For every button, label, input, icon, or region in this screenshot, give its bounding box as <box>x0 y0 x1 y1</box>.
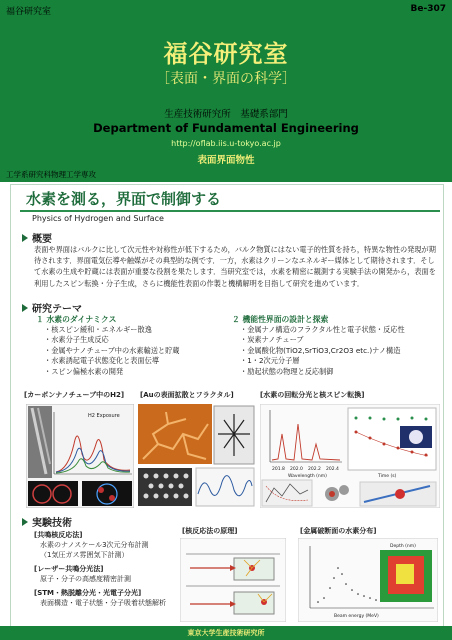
list-item: ・金属やナノチューブ中の水素輸送と貯蔵 <box>44 345 180 355</box>
poster-code: Be-307 <box>410 4 446 14</box>
footer-bar: 東京大学生産技術研究所 <box>0 626 452 640</box>
technique-title: [共鳴核反応法] <box>34 531 83 539</box>
fig-nra <box>180 538 286 622</box>
technique-line: （1気圧ガス雰囲気下計測） <box>40 551 129 559</box>
fig-hydrogen-map-caption: [金属破断面の水素分布] <box>300 527 377 535</box>
fig-spectroscopy-caption: [水素の回転分光と核スピン転換] <box>260 391 365 399</box>
fig-cnt-graphic <box>26 404 134 508</box>
fig-hydrogen-map-graphic <box>298 538 438 622</box>
list-item: ・水素誘起電子状態変化と表面伝導 <box>44 356 160 366</box>
fig-au <box>138 404 256 508</box>
overview-text: 表面や界面はバルクに比して次元性や対称性が低下するため，バルク物質にはない電子的性質を持ち，特異な物性の発現が期待されます．界面電気伝導や触媒がその典型的な例です．一方，水素はクリーンなエネルギー媒体として期待されます．そして水素の生成や貯蔵には表面が重要な役割を果たします．当研究室では，水素を精密に観測する実験手法の開発から，表面を利用したスピン転換・分子生成，さらに機能性表面の作製と機構解明を目指して研究を進めています． <box>34 245 436 288</box>
main-title: 水素を測る，界面で制御する <box>26 190 222 208</box>
fig-spectroscopy-graphic <box>260 404 440 508</box>
list-item: ・核スピン緩和・エネルギー散逸 <box>44 325 152 334</box>
fig-spectroscopy-tick: 202.4 <box>326 467 339 472</box>
institute-name: 生産技術研究所 基礎系部門 <box>164 109 288 120</box>
technique-line: 表面構造・電子状態・分子吸着状態解析 <box>40 599 166 607</box>
fig-spectroscopy-time-label: Time (s) <box>378 474 397 479</box>
list-item: ・金属ナノ構造のフラクタル性と電子状態・反応性 <box>240 325 405 334</box>
fig-spectroscopy-tick: 201.8 <box>272 467 285 472</box>
lab-subtitle: ［表面・界面の科学］ <box>156 71 296 87</box>
fig-cnt <box>26 404 134 508</box>
fig-spectroscopy-tick: 202.0 <box>290 467 303 472</box>
fig-nra-graphic <box>180 538 286 622</box>
list-item: ・励起状態の物理と反応制御 <box>240 366 334 376</box>
fig-au-graphic <box>138 404 256 508</box>
technique-title: [レーザー共鳴分光法] <box>34 565 104 573</box>
theme-1-list <box>44 325 180 377</box>
lab-short-name: 福谷研究室 <box>6 7 52 17</box>
fig-hydrogen-map <box>298 538 438 622</box>
technique-title: [STM・熱脱離分光・光電子分光] <box>34 589 142 597</box>
lab-url[interactable]: http://oflab.iis.u-tokyo.ac.jp <box>171 139 281 148</box>
fig-cnt-axis-label: H2 Exposure <box>88 413 120 419</box>
list-item: ・水素分子生成反応 <box>44 335 109 345</box>
fig-au-caption: [Auの表面拡散とフラクタル] <box>140 391 234 399</box>
triangle-bullet-icon <box>22 518 28 526</box>
fig-hydrogen-map-xlabel: Beam energy (MeV) <box>334 614 379 619</box>
list-item: ・金属酸化物(TiO2,SrTiO3,Cr2O3 etc.)ナノ構造 <box>240 345 401 355</box>
department-name: Department of Fundamental Engineering <box>93 121 359 135</box>
lab-title: 福谷研究室 <box>163 40 289 68</box>
technique-list <box>34 530 174 608</box>
list-item: ・1・2次元分子層 <box>240 356 300 366</box>
theme-1-title: １ 水素のダイナミクス <box>36 315 117 324</box>
research-field: 表面界面物性 <box>197 155 255 166</box>
fig-hydrogen-map-ylabel: Depth (nm) <box>390 544 416 549</box>
triangle-bullet-icon <box>22 304 28 312</box>
graduate-school: 工学系研究科物理工学専攻 <box>6 170 96 179</box>
themes-heading: 研究テーマ <box>22 300 82 315</box>
title-divider <box>20 210 440 212</box>
fig-spectroscopy-xlabel: Wavelength (nm) <box>288 474 327 479</box>
fig-cnt-caption: [カーボンナノチューブ中のH2] <box>24 391 125 399</box>
english-title: Physics of Hydrogen and Surface <box>32 214 164 223</box>
overview-heading: 概要 <box>22 230 52 245</box>
techniques-heading: 実験技術 <box>22 514 72 529</box>
technique-line: 原子・分子の高感度精密計測 <box>40 575 131 583</box>
list-item: ・炭素ナノチューブ <box>240 335 304 345</box>
technique-line: 水素のナノスケール3次元分布計測 <box>40 541 149 549</box>
fig-nra-caption: [核反応法の原理] <box>182 527 238 535</box>
list-item: ・スピン偏極水素の開発 <box>44 366 124 376</box>
theme-2-list <box>240 325 405 377</box>
fig-spectroscopy <box>260 404 440 508</box>
fig-spectroscopy-tick: 202.2 <box>308 467 321 472</box>
triangle-bullet-icon <box>22 234 28 242</box>
theme-2-title: ２ 機能性界面の設計と探索 <box>232 315 329 324</box>
